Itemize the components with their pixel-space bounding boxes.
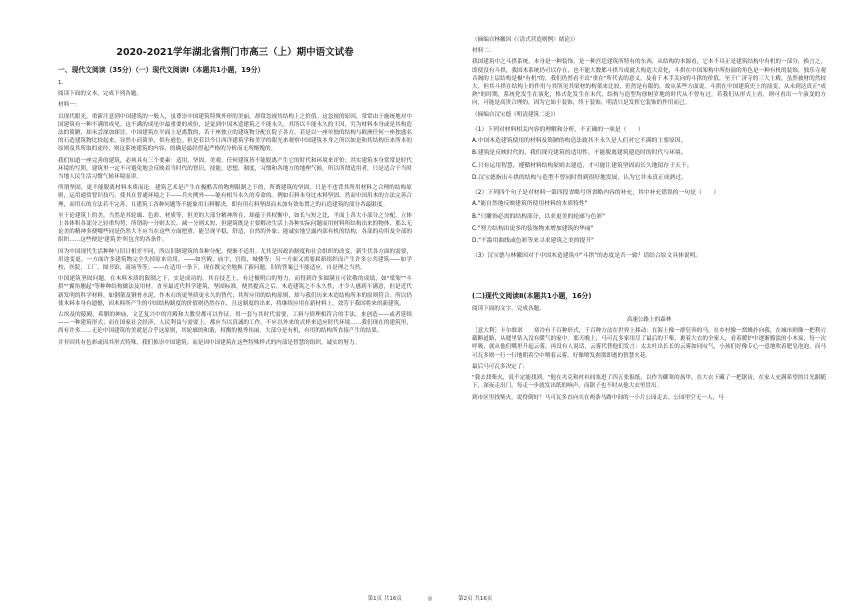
option-c: C."努力结构出更多的装饰物来增加建筑的华丽" bbox=[472, 225, 594, 232]
story-paragraph: "我去找柴火，说不定能找到。"他在夹克和衬衫间塞进了四五张报纸，以作为御寒的盔甲，在大衣下藏了一把锯齿，在家人充满希望的目光跟随下，深夜走出门，每走一步就发出纸的响声，而锯子也不时从他大衣里冒出。 bbox=[472, 375, 826, 390]
source-citation: （摘编自汉宝德《明清建筑二论》） bbox=[472, 111, 559, 118]
paragraph: 以现代眼光，重新注意到中国建筑的一般人，虽尊崇中国建筑特殊外形的美丽，却常忽视其结构上之价值。这忽视的原因，常常由于施统地对中国建筑有一种不满的成见。这不满的成见中最重要的成份，是觉到中国木造建筑之不能永久。其所以不能永久的主因，究为材料本身或是其构造法的简陋，却未尝深加探讨。中国建筑在平面上是离散的，若干座独立的建筑物分配在院子各方。若是以一座单独的结构与欧洲任何一座独盛名的石造建筑物比较起来，显然小而简单，似有逊色。但是若以今日西洋建筑学和美学的眼光来观察中国建筑本身之所以如是和其结构历来所本的原则及其所取的途径，则这系统建筑的内容，的确是最经得起严格的分析而无所惭愧的。 bbox=[58, 113, 412, 153]
story-paragraph: ［意大利］卡尔维诺 寒冷有千百种形式，千百种方法在世界上移动：在海上像一群狂奔的马，在乡村像一窝蜂扑向我，在城市则像一把利刃截断道路，从缝里钻入没有暖气的家中。那天晚上，马可瓦多家用尽了最后的干柴，裹着大衣的全家人，看着暖炉中逐渐黯淡的小木炭，每一次呼吸，就从他们嘴里升起云雾，再没有人说话，云雾代替他们发言：太太吐出长长的云雾如同叹气，小孩们好像专心一意地吹着肥皂泡泡，而马可瓦多则一行一行地朝着空中喷着云雾，好像喷发刹那即逝的智慧火花。 bbox=[472, 328, 826, 359]
instruction-text: 阅读下面的文本，完成下列各题。 bbox=[58, 91, 142, 98]
paragraph: 并非因其有色彩或因其形式特殊，我们推崇中国建筑；而是因中国建筑在这些特殊样式的内部是智慧的组织，诚实的努力。 bbox=[58, 339, 361, 346]
page-separator: ◎ bbox=[427, 596, 433, 602]
source-citation: （摘编自林徽因《〈清式营造则例〉绪论》） bbox=[472, 37, 579, 43]
story-title: 高速公路上的森林 bbox=[626, 316, 672, 323]
option-b: B."只雕饰必需的结构部分，以求更美的轮廓与色彩" bbox=[472, 213, 605, 220]
story-paragraph: 最后马可瓦多决定了： bbox=[472, 363, 528, 370]
question-1: （1）下列对材料相关内容的理解和分析，不正确的一项是（ ） bbox=[472, 126, 644, 133]
paragraph: 古埃及的陵殿，希腊的神庙，文艺复兴中的宫殿和大教堂都可以作证，用一套与其时代需要，工料与情理相符合的手法，来创造——或者延续——一种建筑形式；而在国家社会经济，人民利益与需要上，都应当以真诚的工作。不应以外来的式样来适应时代环境……我们现在的建筑里，尚有许多……无论中国建筑的美就是合乎这原则，其轮廓的和谐，权衡的俊秀伟丽，大部分是有机，有用的结构所直接产生的结果。 bbox=[58, 312, 412, 335]
option-d: D.汉宝德指出斗拱的结构与造型不曾同时得到很好地发展，认为它并未真正成熟过。 bbox=[472, 174, 687, 181]
page-number-right: 第2页 共16页 bbox=[458, 596, 493, 602]
option-a: A."能自然地反映建筑所使用材料的本质特性" bbox=[472, 201, 588, 208]
material-label: 材料一： bbox=[58, 102, 81, 109]
story-paragraph: 到市区里找柴火，说得倒好！马可瓦多直向夹在两条马路中间的一小片公园走去。公园里空无一人，马 bbox=[472, 394, 724, 401]
paragraph: 所谓坚固，更不能脱离材料本质而论。建筑艺术是产生在极酷苦的物理限制之下的，所谓建筑的坚固，只是不违背其所用材料之合理的结构原则，运用通常智识技巧，使其在普通环境之下——兵火例外——能有相当永久的寿命的。例如石料本身比木料坚固，然而中国用木的方法完善合理，而用石的方法若不完善，且建筑工各种问题等不能象用石料解决，即有用石料坚固而未加有效布置之的石造建筑的部分各最限度。 bbox=[58, 185, 412, 208]
paragraph: 至于论建筑上的美，当然是其轮廓、色彩、材质等，但美的大部分精神所在，却蕴于其权衡中，如长与短之比，平面上各大小部分之分配，立体上各体积各部分之轻重均势，所谓韵一分则太长，减一分则太短，但建筑既是主要解决生活上各种实际问题而用材料所结构出来的物体，那么无论美的精神多便哪些同是仍然大不应当在这些方面把重。能呈现平稳，舒适，自然的外象；能诚实地呈露内部有机的结构，各部的功用及全部的组织……这些便是'建筑美'所包含的各条件。 bbox=[58, 212, 412, 244]
option-a: A.中国木造建筑使用的材料及简陋的构造法致其不永久是人们对它不满的主要原因。 bbox=[472, 138, 687, 145]
material-label: 材料二： bbox=[472, 48, 495, 55]
section-heading: (二)现代文阅读Ⅱ(本题共1小题，16分) bbox=[472, 291, 592, 300]
question-2: （2）下列四个句子是对材料一第四段省略号所省略内容的补充，其中补充错误的一句是（ ） bbox=[472, 190, 720, 197]
right-page bbox=[427, 0, 860, 608]
exam-title: 2020-2021学年湖北省荆门市高三（上）期中语文试卷 bbox=[116, 47, 354, 58]
question-3: （3）汉宝德与林徽因对于中国木造建筑中"斗拱"的态度是否一致？请结合原文具体说明。 bbox=[472, 253, 702, 260]
page-number-left: 第1页 共16页 bbox=[367, 596, 402, 602]
paragraph: 因为中国现代生活种种与旧日相差不同，所以旧制建筑的各种分配，便渐不适用。尤其是因政治制度和社会组织的改变，新生代各方面的需要，用途变更。一方面许多建筑物完全失掉原来功用，——如宫殿，庙宇，官衙，城楼等；另一方面又需要崭新组织而产生许多公共建筑——如学校，医院，工厂，图书馆，商场等等；——在适用一条下，现在既完全地换了新问题，旧的答案已不能适应，自是理之当然。 bbox=[58, 248, 412, 272]
question-number: 1. bbox=[58, 80, 64, 86]
paragraph: 我们知道一座完善的建筑，必须具有三个要素：适用，坚固，美观。任何建筑皆不能脱离产生它的时代和环境来评价；其实建筑本身常常是时代环境的写照。建筑里一定不可避免地会反映着当时代的智识，技能，思想，制度，习惯和各地方的地理气候。所以所谓适用者，只是适合于当时当地人民生活习惯气候环境而讲。 bbox=[58, 157, 412, 181]
answer-space bbox=[472, 264, 826, 290]
paragraph: 我国建筑中之斗拱系统，本身是一种装饰，是一种宫廷建筑所特有的东西，从结构的本源看，它本不具正是建筑结构中有机的一部分，换言之，即使没有斗拱，我国木系统仍可以存在，也不能大数都斗拱当成就大构造大众化，斗拱在中国架构中所扮演的角色是一种有机的装饰，独乐寺观音阁的上层结构是极"有机"的，我们仍然看不出"重在"所代表的意义，及看千木手关向的斗拱的价值，至于广济寺的三大士殿，虽然被材的然较大，但其斗拱在结构上的作用与其所见其梁材的构架来比较，仍然是有限的，故从某些方面说，斗拱在中国建筑史上的演变，从未到达真正"成熟"的时期，系统化发生在演化，格式化发生在末代，结构与造型均徐树岁地的时代从不曾有过。若我们从形式上看，则可看出一个演变的方向，可能是高贵合理的，因为它始于装饰，终于装饰，明清只是发挥它装饰的作用而已。 bbox=[472, 59, 826, 107]
option-c: C.只有运用智慧，遵循材料结构原则去建造，才可能让建筑坚固而长久地留存于天下。 bbox=[472, 162, 693, 169]
page-footer bbox=[0, 594, 860, 602]
option-b: B.建筑是反映时代的，我们探究建筑的适用性，不能脱离建筑建造时的时代与环境。 bbox=[472, 150, 687, 157]
section-heading: 一、现代文阅读（35分）（一）现代文阅读Ⅰ（本题共1小题，19分） bbox=[58, 66, 265, 74]
option-d: D."不滥用曲线或色彩等来寻求建筑之美的提升" bbox=[472, 238, 594, 245]
paragraph: 中国建筑坚固问题，在木料本质的限制之下，实是成功的。其在技艺上，有过极明白的努力，而得到许多圆满且可钦敬的成绩，如"梁架""斗拱""翼角翘起"等种种结构做法及用材。直至最近代科学建筑，坚固标准，便然提高之后，木造建筑之不永久性，才令人感到不满意，但是近代新发明的科学材料，如钢架及钢骨水泥，作木石的更坚质更永久的替代；其所应用的结构原则，却与我们历来木造结构所本的原则符合。所以仍使木料本身有遗憾，因木料所产生的中国结构制度的价值则仍然存在，且这制度的出来，将继续应用在新材料上，效劳于我国将来的新建筑。 bbox=[58, 276, 412, 307]
instruction-text: 阅读下面的文字，完成各题。 bbox=[472, 305, 545, 312]
